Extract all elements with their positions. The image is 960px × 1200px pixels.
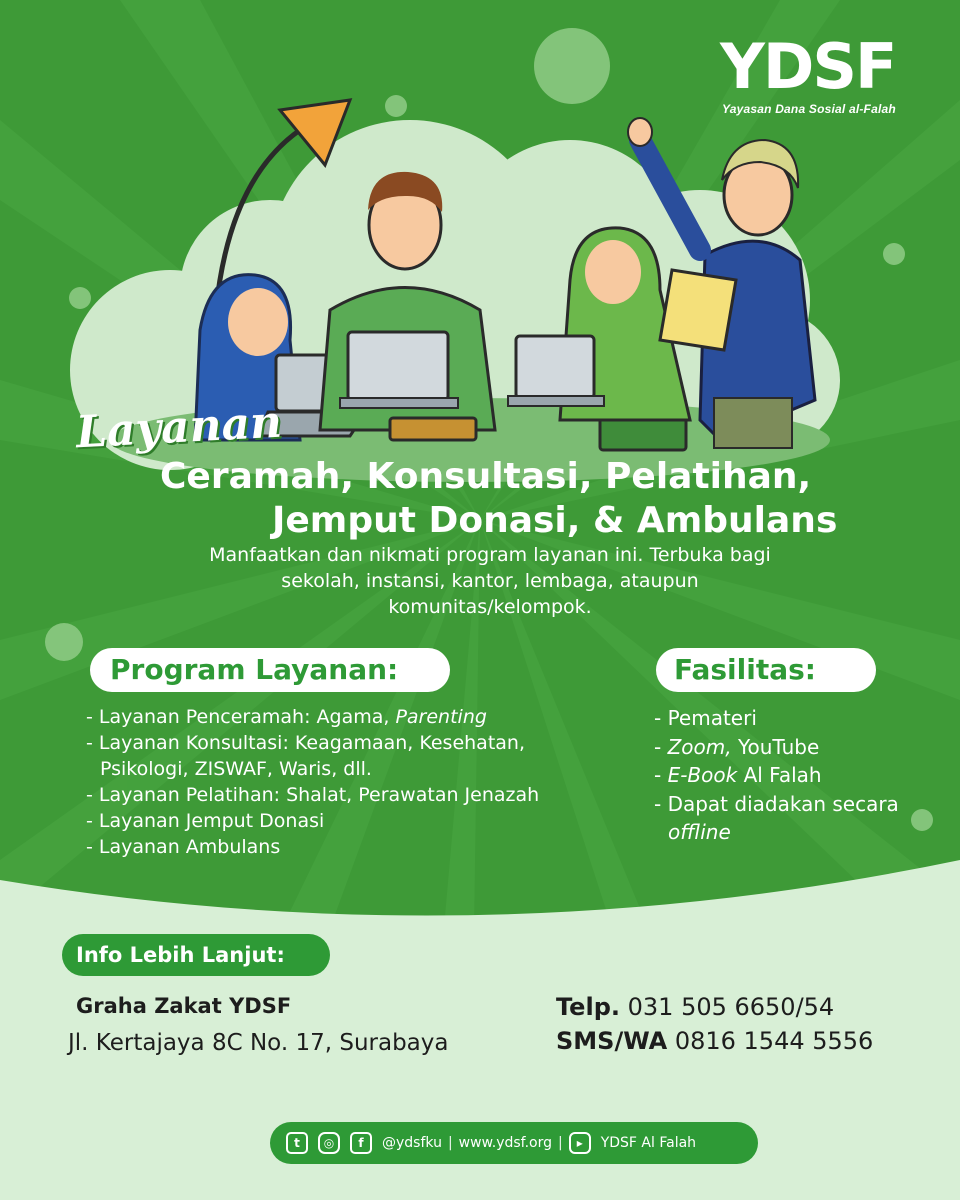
list-item: - Zoom, YouTube <box>654 734 820 759</box>
list-item: - E-Book Al Falah <box>654 763 822 787</box>
ydsf-logo: YDSF <box>720 30 896 103</box>
list-item: Psikologi, ZISWAF, Waris, dll. <box>100 758 372 780</box>
intro-paragraph <box>140 542 840 621</box>
program-list <box>86 704 539 860</box>
list-item: - Layanan Jemput Donasi <box>86 810 325 832</box>
instagram-icon[interactable]: ◎ <box>318 1132 340 1154</box>
deco-circle <box>385 95 407 117</box>
list-item: - Layanan Penceramah: Agama, Parenting <box>86 706 487 728</box>
address: Jl. Kertajaya 8C No. 17, Surabaya <box>68 1030 449 1056</box>
social-bar <box>270 1122 758 1164</box>
laptop-right <box>508 336 604 406</box>
deco-circle <box>45 623 83 661</box>
contact-numbers <box>556 990 873 1058</box>
deco-circle <box>883 243 905 265</box>
list-item: - Layanan Konsultasi: Keagamaan, Kesehatan, <box>86 732 526 754</box>
deco-circle <box>911 809 933 831</box>
org-name: Graha Zakat YDSF <box>76 994 292 1018</box>
fasilitas-list <box>654 704 899 847</box>
intro-line: Manfaatkan dan nikmati program layanan ini. Terbuka bagi <box>209 544 771 566</box>
social-handle[interactable]: @ydsfku <box>382 1135 442 1151</box>
divider: | <box>447 1135 453 1151</box>
headline-script-word: Layanan <box>74 396 284 459</box>
program-layanan-heading: Program Layanan: <box>90 648 450 692</box>
list-item: - Dapat diadakan secara <box>654 791 899 816</box>
deco-circle <box>69 287 91 309</box>
youtube-icon[interactable]: ▸ <box>569 1132 591 1154</box>
logo-tagline: Yayasan Dana Sosial al-Falah <box>722 102 896 116</box>
laptop-center <box>340 332 458 408</box>
deco-circle <box>534 28 610 104</box>
youtube-channel[interactable]: YDSF Al Falah <box>600 1135 697 1151</box>
book <box>390 418 476 440</box>
fasilitas-heading: Fasilitas: <box>656 648 876 692</box>
list-item: - Layanan Pelatihan: Shalat, Perawatan Jenazah <box>86 784 540 806</box>
intro-line: komunitas/kelompok. <box>388 596 592 619</box>
sms-line: SMS/WA 0816 1544 5556 <box>556 1027 874 1055</box>
website-link[interactable]: www.ydsf.org <box>458 1135 552 1151</box>
intro-line: sekolah, instansi, kantor, lembaga, ataupun <box>281 570 699 593</box>
list-item: - Layanan Ambulans <box>86 836 281 858</box>
facebook-icon[interactable]: f <box>350 1132 372 1154</box>
telp-line: Telp. 031 505 6650/54 <box>556 993 835 1021</box>
headline-line-1: Ceramah, Konsultasi, Pelatihan, <box>160 456 812 497</box>
list-item: offline <box>668 820 731 844</box>
divider: | <box>557 1135 563 1151</box>
info-heading: Info Lebih Lanjut: <box>62 934 330 976</box>
twitter-icon[interactable]: t <box>286 1132 308 1154</box>
headline-line-2: Jemput Donasi, & Ambulans <box>272 500 838 541</box>
list-item: - Pemateri <box>654 706 757 730</box>
